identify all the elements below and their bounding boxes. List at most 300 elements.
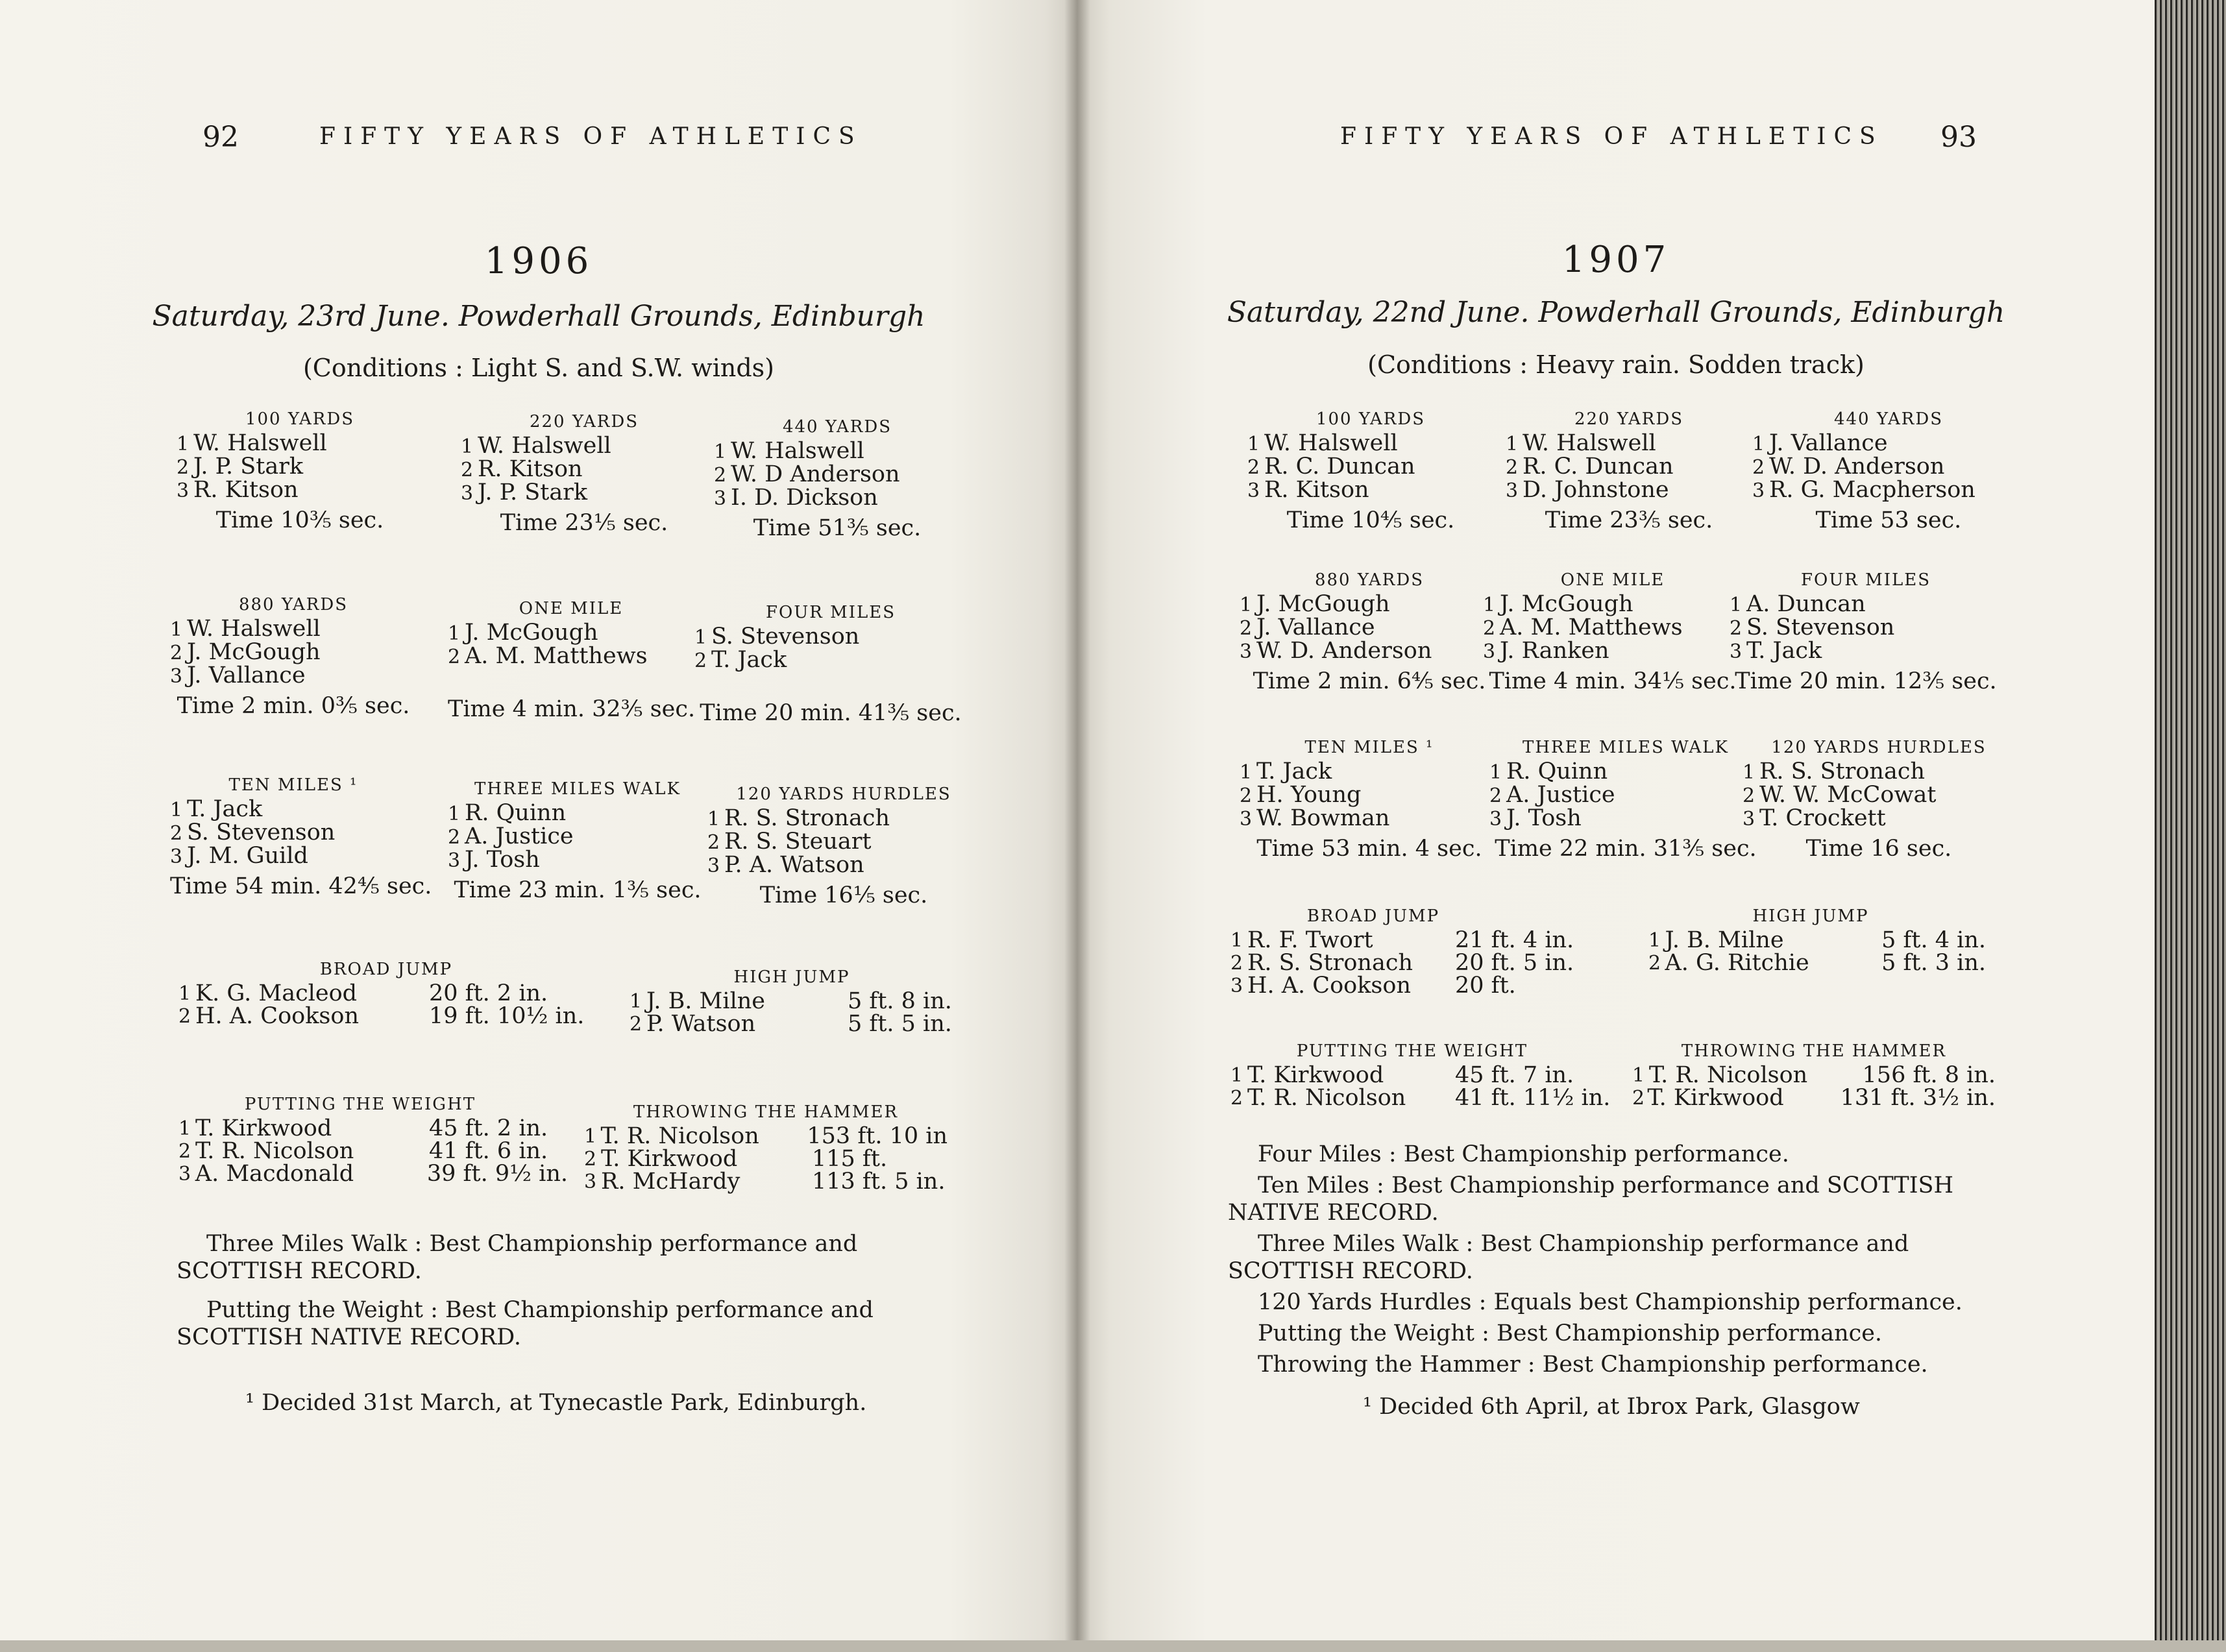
event-time: Time 53 min. 4 sec.	[1256, 836, 1482, 862]
position: 1	[170, 618, 183, 641]
athlete: J. Tosh	[1506, 805, 1582, 831]
athlete: J. Vallance	[1769, 430, 1888, 456]
field-event-block	[1632, 1038, 1996, 1110]
event-block	[448, 596, 694, 727]
athlete: T. Jack	[1746, 638, 1822, 664]
event-time: Time 51⅗ sec.	[753, 515, 922, 541]
event-title: PUTTING THE WEIGHT	[244, 1095, 476, 1114]
result-row	[1506, 479, 1752, 502]
position: 3	[177, 480, 190, 502]
result-row	[584, 1171, 948, 1193]
mark: 20 ft. 5 in.	[1455, 950, 1574, 976]
result-row	[178, 1005, 594, 1028]
conditions-line: (Conditions : Light S. and S.W. winds)	[302, 354, 774, 382]
right-page	[1077, 0, 2155, 1652]
event-block	[707, 781, 980, 914]
athlete: H. A. Cookson	[1247, 973, 1412, 999]
athlete: T. R. Nicolson	[600, 1123, 759, 1149]
athlete: W. Bowman	[1256, 805, 1390, 831]
athlete: R. S. Stronach	[724, 805, 890, 831]
position: 2	[714, 464, 727, 487]
position: 3	[1247, 480, 1260, 502]
result-row	[714, 440, 960, 463]
event-title: 440 YARDS	[1833, 409, 1944, 429]
mark: 39 ft. 9½ in.	[426, 1161, 568, 1187]
result-row	[707, 831, 980, 854]
event-title: BROAD JUMP	[319, 960, 453, 979]
event-time: Time 23⅗ sec.	[1545, 507, 1713, 533]
event-block	[1483, 567, 1743, 699]
position: 3	[170, 665, 183, 688]
position: 1	[630, 990, 642, 1013]
athlete: J. McGough	[1500, 591, 1633, 617]
athlete: A. Macdonald	[195, 1161, 354, 1187]
mark: 41 ft. 6 in.	[429, 1138, 548, 1164]
result-row	[170, 664, 417, 688]
mark: 41 ft. 11½ in.	[1455, 1085, 1611, 1111]
event-block	[461, 409, 707, 541]
athlete: T. Kirkwood	[1647, 1085, 1784, 1111]
result-row	[1730, 593, 2002, 616]
event-block	[1730, 567, 2002, 699]
meeting-line: Saturday, 22nd June. Powderhall Grounds, Edinburgh	[1227, 296, 2005, 329]
result-row	[714, 463, 960, 487]
performance-notes	[177, 1230, 929, 1351]
note: Three Miles Walk : Best Championship performance and SCOTTISH RECORD.	[1228, 1231, 1909, 1284]
result-row	[1240, 760, 1499, 784]
result-row	[461, 435, 707, 458]
athlete: R. G. Macpherson	[1769, 477, 1975, 503]
result-row	[448, 645, 694, 668]
athlete: R. C. Duncan	[1523, 454, 1674, 480]
position: 2	[170, 642, 183, 664]
position: 1	[1752, 433, 1765, 456]
event-block	[177, 406, 423, 539]
result-row	[1752, 479, 2025, 502]
event-time: Time 20 min. 41⅗ sec.	[700, 700, 962, 726]
position: 1	[1743, 761, 1755, 784]
scan-bottom-edge	[0, 1640, 2226, 1652]
result-row	[707, 854, 980, 877]
field-event-block	[1230, 903, 1633, 997]
athlete: T. Crockett	[1759, 805, 1886, 831]
result-row	[1240, 593, 1499, 616]
athlete: J. Tosh	[465, 847, 540, 873]
result-row	[448, 849, 707, 872]
athlete: H. A. Cookson	[195, 1003, 360, 1029]
position: 1	[1230, 1064, 1243, 1087]
result-row	[170, 845, 417, 868]
field-event-block	[630, 964, 954, 1036]
athlete: W. W. McCowat	[1759, 782, 1937, 808]
event-time: Time 53 sec.	[1815, 507, 1962, 533]
field-event-block	[178, 956, 594, 1028]
result-row	[584, 1125, 948, 1148]
event-block	[1489, 735, 1762, 867]
result-row	[1240, 807, 1499, 831]
event-title: FOUR MILES	[765, 603, 896, 622]
result-row	[1648, 952, 1986, 975]
position: 2	[1247, 456, 1260, 479]
athlete: J. M. Guild	[187, 843, 308, 869]
event-block	[1743, 735, 2015, 867]
athlete: J. B. Milne	[1665, 927, 1784, 953]
note: Three Miles Walk : Best Championship performance and SCOTTISH RECORD.	[177, 1231, 858, 1284]
event-title: ONE MILE	[519, 599, 624, 618]
position: 1	[1730, 594, 1743, 616]
event-title: THROWING THE HAMMER	[1681, 1041, 1947, 1061]
page-number: 93	[1940, 121, 1977, 154]
event-time: Time 20 min. 12⅗ sec.	[1735, 668, 1997, 694]
athlete: R. Quinn	[465, 800, 567, 826]
position: 1	[170, 799, 183, 821]
event-title: BROAD JUMP	[1306, 906, 1440, 926]
athlete: W. Halswell	[478, 433, 611, 459]
event-title: FOUR MILES	[1800, 570, 1931, 590]
result-row	[448, 622, 694, 645]
position: 3	[1730, 640, 1743, 663]
result-row	[170, 798, 417, 821]
position: 3	[1230, 975, 1243, 997]
result-row	[1743, 760, 2015, 784]
athlete: A. G. Ritchie	[1665, 950, 1809, 976]
athlete: P. A. Watson	[724, 852, 864, 878]
position: 2	[707, 831, 720, 854]
position: 1	[461, 435, 474, 458]
result-row	[1743, 784, 2015, 807]
athlete: R. Kitson	[1264, 477, 1369, 503]
mark: 153 ft. 10 in	[807, 1123, 948, 1149]
athlete: R. S. Stronach	[1759, 759, 1925, 784]
result-row	[1730, 616, 2002, 640]
result-row	[448, 802, 707, 825]
position: 3	[714, 487, 727, 510]
position: 3	[1506, 480, 1519, 502]
athlete: R. McHardy	[601, 1169, 740, 1195]
athlete: T. Kirkwood	[601, 1146, 738, 1172]
event-time: Time 2 min. 0⅗ sec.	[177, 693, 410, 719]
event-block	[1506, 406, 1752, 539]
event-title: ONE MILE	[1560, 570, 1665, 590]
event-title: 120 YARDS HURDLES	[1771, 738, 1987, 757]
result-row	[694, 626, 967, 649]
event-title: TEN MILES ¹	[1304, 738, 1434, 757]
position: 1	[1648, 929, 1661, 952]
event-title: THROWING THE HAMMER	[633, 1102, 899, 1122]
position: 1	[1632, 1064, 1645, 1087]
result-row	[177, 479, 423, 502]
athlete: J. Vallance	[1256, 614, 1375, 640]
result-row	[1230, 952, 1633, 975]
result-row	[1752, 432, 2025, 456]
mark: 113 ft. 5 in.	[812, 1169, 946, 1195]
event-time: Time 16⅕ sec.	[759, 882, 928, 908]
event-title: THREE MILES WALK	[474, 779, 681, 799]
result-row	[1230, 1087, 1633, 1110]
result-row	[1230, 975, 1633, 997]
event-title: TEN MILES ¹	[228, 775, 358, 795]
footnote: ¹ Decided 6th April, at Ibrox Park, Glasgow	[1363, 1394, 1860, 1420]
position: 1	[707, 808, 720, 831]
result-row	[694, 649, 967, 672]
position: 1	[1240, 594, 1253, 616]
position: 3	[1489, 808, 1502, 831]
result-row	[1483, 640, 1743, 663]
athlete: J. B. Milne	[646, 988, 766, 1014]
event-block	[1752, 406, 2025, 539]
result-row	[170, 821, 417, 845]
field-event-block	[584, 1099, 948, 1193]
event-block	[1240, 735, 1499, 867]
position: 2	[461, 459, 474, 481]
position: 2	[1483, 617, 1496, 640]
result-row	[1489, 760, 1762, 784]
result-row	[1247, 456, 1494, 479]
result-row	[1483, 616, 1743, 640]
athlete: W. D. Anderson	[1256, 638, 1432, 664]
athlete: W. D. Anderson	[1769, 454, 1945, 480]
athlete: A. M. Matthews	[1500, 614, 1683, 640]
result-row	[1483, 593, 1743, 616]
event-title: PUTTING THE WEIGHT	[1296, 1041, 1528, 1061]
position: 2	[1506, 456, 1519, 479]
position: 3	[584, 1171, 597, 1193]
event-block	[170, 772, 432, 905]
position: 1	[1230, 929, 1243, 952]
event-title: HIGH JUMP	[733, 967, 850, 987]
result-row	[1632, 1087, 1996, 1110]
position: 2	[1730, 617, 1743, 640]
result-row	[1632, 1064, 1996, 1087]
result-row	[1648, 929, 1986, 952]
athlete: J. P. Stark	[478, 480, 588, 505]
mark: 20 ft. 2 in.	[429, 980, 548, 1006]
position: 2	[448, 826, 461, 849]
event-block	[714, 414, 960, 546]
position: 1	[448, 803, 461, 825]
running-head: FIFTY YEARS OF ATHLETICS	[319, 123, 862, 150]
position: 2	[694, 650, 707, 672]
result-row	[1743, 807, 2015, 831]
position: 2	[1632, 1087, 1645, 1110]
year-heading: 1906	[484, 240, 593, 282]
event-block	[1240, 567, 1499, 699]
event-time: Time 23 min. 1⅗ sec.	[454, 877, 702, 903]
athlete: J. McGough	[187, 639, 321, 665]
athlete: T. R. Nicolson	[1247, 1085, 1406, 1111]
athlete: H. Young	[1256, 782, 1362, 808]
position: 1	[714, 441, 727, 463]
mark: 21 ft. 4 in.	[1455, 927, 1574, 953]
meeting-line: Saturday, 23rd June. Powderhall Grounds, Edinburgh	[152, 300, 925, 333]
result-row	[170, 618, 417, 641]
result-row	[1730, 640, 2002, 663]
athlete: R. S. Stronach	[1247, 950, 1413, 976]
position: 2	[1240, 617, 1253, 640]
athlete: J. P. Stark	[193, 454, 304, 480]
performance-notes	[1228, 1141, 1987, 1378]
athlete: R. S. Steuart	[724, 829, 872, 855]
event-time: Time 10⅗ sec.	[215, 507, 384, 533]
event-time: Time 23⅕ sec.	[500, 510, 668, 536]
position: 2	[178, 1140, 191, 1163]
position: 2	[584, 1148, 597, 1171]
athlete: R. F. Twort	[1247, 927, 1373, 953]
position: 2	[1230, 952, 1243, 975]
athlete: W. Halswell	[187, 616, 321, 642]
event-time: Time 2 min. 6⅘ sec.	[1253, 668, 1486, 694]
page-edges	[2155, 0, 2226, 1652]
event-title: 100 YARDS	[245, 409, 355, 429]
position: 3	[707, 855, 720, 877]
mark: 156 ft. 8 in.	[1862, 1062, 1996, 1088]
result-row	[1247, 479, 1494, 502]
athlete: W. Halswell	[731, 438, 864, 464]
page-number: 92	[202, 121, 239, 154]
result-row	[1247, 432, 1494, 456]
mark: 5 ft. 4 in.	[1881, 927, 1986, 953]
athlete: S. Stevenson	[711, 624, 860, 650]
result-row	[461, 458, 707, 481]
athlete: R. Kitson	[193, 477, 299, 503]
result-row	[1489, 807, 1762, 831]
position: 1	[1506, 433, 1519, 456]
position: 3	[1743, 808, 1755, 831]
athlete: W. D Anderson	[731, 461, 900, 487]
position: 2	[1648, 952, 1661, 975]
result-row	[1752, 456, 2025, 479]
event-title: 440 YARDS	[782, 417, 892, 437]
event-title: 220 YARDS	[1574, 409, 1684, 429]
event-title: THREE MILES WALK	[1523, 738, 1729, 757]
position: 2	[1743, 784, 1755, 807]
athlete: J. Ranken	[1500, 638, 1609, 664]
conditions-line: (Conditions : Heavy rain. Sodden track)	[1367, 350, 1865, 379]
position: 1	[694, 626, 707, 649]
result-row	[178, 1117, 568, 1140]
position: 2	[178, 1005, 191, 1028]
result-row	[1506, 432, 1752, 456]
athlete: T. Kirkwood	[1247, 1062, 1384, 1088]
note: Throwing the Hammer : Best Championship performance.	[1258, 1352, 1928, 1378]
note: Four Miles : Best Championship performance.	[1258, 1141, 1789, 1167]
result-row	[1230, 929, 1633, 952]
result-row	[714, 487, 960, 510]
athlete: A. Justice	[465, 823, 574, 849]
event-time: Time 10⅘ sec.	[1286, 507, 1455, 533]
event-time: Time 54 min. 42⅘ sec.	[170, 873, 432, 899]
result-row	[1240, 784, 1499, 807]
event-title: 120 YARDS HURDLES	[736, 784, 951, 804]
position: 1	[1247, 433, 1260, 456]
athlete: W. Halswell	[193, 430, 327, 456]
event-block	[694, 600, 967, 731]
position: 3	[1240, 808, 1253, 831]
result-row	[630, 1013, 954, 1036]
position: 1	[178, 1117, 191, 1140]
event-time: Time 22 min. 31⅗ sec.	[1495, 836, 1757, 862]
athlete: T. Kirkwood	[195, 1115, 332, 1141]
position: 2	[170, 822, 183, 845]
result-row	[630, 990, 954, 1013]
result-row	[1240, 616, 1499, 640]
position: 2	[1752, 456, 1765, 479]
athlete: T. Jack	[1256, 759, 1332, 784]
result-row	[1230, 1064, 1633, 1087]
athlete: J. Vallance	[187, 662, 306, 688]
mark: 5 ft. 8 in.	[848, 988, 952, 1014]
athlete: K. G. Macleod	[195, 980, 358, 1006]
position: 1	[1483, 594, 1496, 616]
athlete: T. R. Nicolson	[195, 1138, 354, 1164]
running-head: FIFTY YEARS OF ATHLETICS	[1340, 123, 1883, 150]
left-page	[0, 0, 1077, 1652]
event-time: Time 4 min. 34⅕ sec.	[1489, 668, 1737, 694]
event-block	[448, 776, 707, 908]
position: 1	[177, 433, 190, 456]
athlete: A. Justice	[1506, 782, 1615, 808]
position: 1	[448, 622, 461, 645]
athlete: A. M. Matthews	[465, 643, 648, 669]
athlete: T. Jack	[711, 647, 787, 673]
result-row	[178, 1163, 568, 1185]
position: 2	[1230, 1087, 1243, 1110]
position: 1	[1240, 761, 1253, 784]
year-heading: 1907	[1561, 239, 1670, 281]
athlete: D. Johnstone	[1523, 477, 1669, 503]
book-gutter	[1064, 0, 1090, 1652]
position: 3	[170, 845, 183, 868]
result-row	[1240, 640, 1499, 663]
position: 3	[448, 849, 461, 872]
position: 2	[448, 646, 461, 668]
event-title: HIGH JUMP	[1752, 906, 1869, 926]
note: Ten Miles : Best Championship performance and SCOTTISH NATIVE RECORD.	[1228, 1172, 1954, 1226]
position: 3	[1483, 640, 1496, 663]
mark: 45 ft. 7 in.	[1455, 1062, 1574, 1088]
athlete: R. Quinn	[1506, 759, 1608, 784]
athlete: J. McGough	[1256, 591, 1390, 617]
position: 2	[177, 456, 190, 479]
event-block	[1247, 406, 1494, 539]
field-event-block	[178, 1091, 568, 1185]
athlete: S. Stevenson	[1746, 614, 1895, 640]
athlete: T. R. Nicolson	[1648, 1062, 1808, 1088]
mark: 19 ft. 10½ in.	[429, 1003, 585, 1029]
event-time: Time 4 min. 32⅗ sec.	[448, 696, 696, 722]
position: 3	[461, 482, 474, 505]
result-row	[448, 825, 707, 849]
footnote: ¹ Decided 31st March, at Tynecastle Park, Edinburgh.	[245, 1390, 867, 1416]
result-row	[1489, 784, 1762, 807]
position: 2	[1240, 784, 1253, 807]
field-event-block	[1230, 1038, 1633, 1110]
position: 2	[630, 1013, 642, 1036]
event-time: Time 16 sec.	[1805, 836, 1952, 862]
athlete: I. D. Dickson	[731, 485, 878, 511]
mark: 45 ft. 2 in.	[429, 1115, 548, 1141]
position: 3	[178, 1163, 191, 1185]
field-event-block	[1648, 903, 1986, 975]
athlete: P. Watson	[646, 1011, 756, 1037]
athlete: S. Stevenson	[187, 820, 336, 845]
mark: 20 ft.	[1455, 973, 1516, 999]
athlete: R. C. Duncan	[1264, 454, 1415, 480]
position: 1	[178, 982, 191, 1005]
mark: 5 ft. 3 in.	[1881, 950, 1986, 976]
position: 3	[1752, 480, 1765, 502]
position: 2	[1489, 784, 1502, 807]
